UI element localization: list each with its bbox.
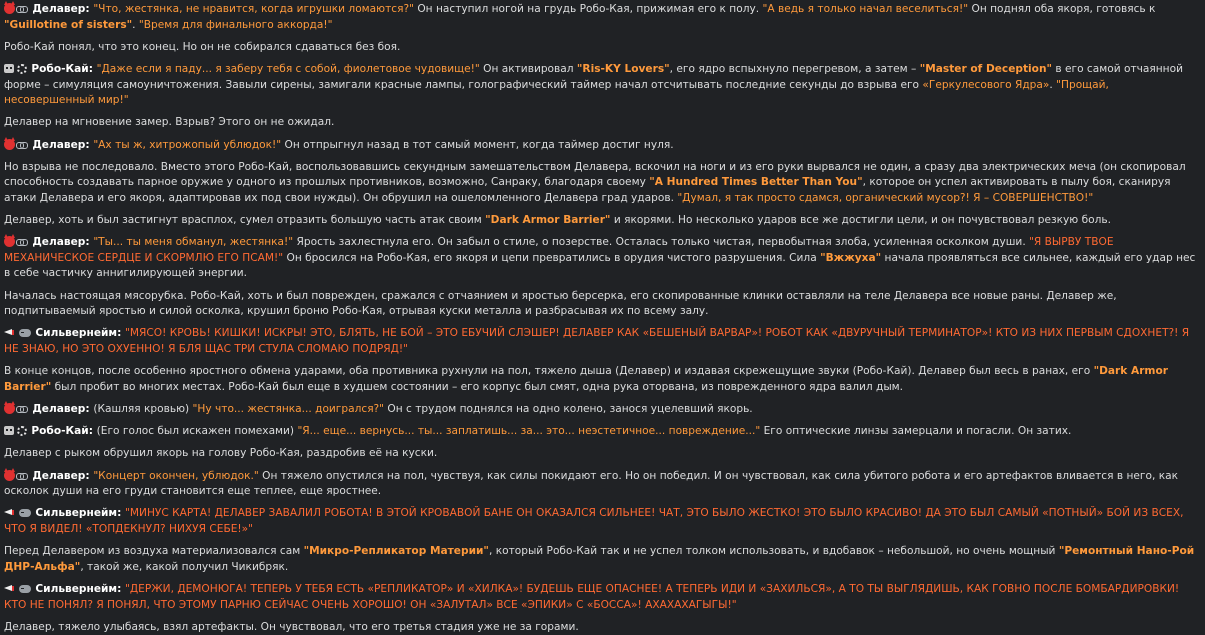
chat-message [4, 289, 1197, 320]
narration-text: Он активировал [479, 62, 577, 75]
narration-text: и якорями. Но несколько ударов все же достигли цели, и он почувствовал резкую боль. [610, 214, 1111, 227]
chat-message [4, 138, 1197, 154]
dialogue-quote: "Я... еще... вернусь... ты... заплатишь... за... это... неэстетичное... повреждение..." [297, 425, 761, 438]
speaker-name: Робо-Кай: [31, 425, 97, 438]
chat-message [4, 402, 1197, 418]
narration-text: Ярость захлестнула его. Он забыл о стиле, о позерстве. Осталась только чистая, первобытная злоба, усиленная осколком души. [293, 236, 1030, 249]
robot-icon [4, 426, 14, 435]
chat-message [4, 364, 1197, 395]
dialogue-quote: "Ну что... жестянка... доигрался?" [192, 403, 385, 415]
ability-name: "Guillotine of sisters" [4, 18, 133, 31]
ability-name: "A Hundred Times Better Than You" [649, 176, 863, 189]
ability-name: "Dark Armor Barrier" [485, 214, 611, 227]
robot-icon [4, 64, 14, 73]
narration-text: (Его голос был искажен помехами) [96, 425, 298, 438]
dialogue-quote: "Прощай, несовершенный мир!" [4, 78, 1109, 107]
chat-message [4, 506, 1197, 537]
narration-text: Его оптические линзы замерцали и погасли. Он затих. [760, 425, 1072, 438]
chat-message [4, 235, 1197, 282]
gear-icon [17, 64, 27, 74]
narration-text: был пробит во многих местах. Робо-Кай был еще в худшем состоянии – его корпус был смят, одна рука оторвана, из поврежденного ядра валил дым. [51, 380, 904, 393]
dialogue-quote: "Даже если я паду... я заберу тебя с собой, фиолетовое чудовище!" [96, 62, 480, 75]
speaker-name: Делавер: [32, 236, 94, 249]
narration-text: Но взрыва не последовало. Вместо этого Робо-Кай, воспользовавшись секундным замешательством Делавера, вскочил на ноги и из его руки вырвался не один, а сразу два электрических меча (он скопировал способность создавать парное оружие у одного из прошлых противников, возможно, Санраку, благодаря своему [4, 160, 1186, 189]
narration-text: Он бросился на Робо-Кая, его якоря и цепи превратились в орудия чистого разрушения. Сила [283, 251, 821, 264]
gear-icon [17, 426, 27, 436]
megaphone-icon [4, 507, 16, 518]
devil-icon [4, 403, 15, 414]
gamepad-icon [19, 585, 31, 593]
narration-text: , его ядро вспыхнуло перегревом, а затем – [669, 62, 920, 75]
chat-message [4, 620, 1197, 635]
speaker-name: Делавер: [32, 3, 94, 15]
chat-message [4, 582, 1197, 613]
narration-text: , такой же, какой получил Чикибряк. [80, 560, 289, 573]
gamepad-icon [19, 329, 31, 337]
narration-text: Робо-Кай понял, что это конец. Но он не собирался сдаваться без боя. [4, 40, 401, 53]
chat-message [4, 160, 1197, 207]
narration-text: Он наступил ногой на грудь Робо-Кая, прижимая его к полу. [413, 3, 763, 15]
ability-name: "Микро-Репликатор Материи" [303, 545, 489, 558]
devil-icon [4, 3, 15, 14]
narration-text: . [1049, 78, 1057, 91]
devil-icon [4, 236, 15, 247]
chat-message [4, 446, 1197, 462]
chat-message [4, 115, 1197, 131]
ability-name: "Dark Armor Barrier" [4, 365, 1168, 393]
narration-text: , которое он успел активировать в пылу боя, сканируя атаки Делавера и его якоря, адаптировав их под свои нужды). Он обрушил на ошеломленного Делавера град ударов. [4, 176, 1171, 204]
narration-text: . [132, 18, 139, 31]
narration-text: Делавер на мгновение замер. Взрыв? Этого он не ожидал. [4, 116, 335, 129]
shout-quote: "МИНУС КАРТА! ДЕЛАВЕР ЗАВАЛИЛ РОБОТА! В ЭТОЙ КРОВАВОЙ БАНЕ ОН ОКАЗАЛСЯ СИЛЬНЕЕ! ЧАТ, ЭТО БЫЛО ЖЕСТКО! ЭТО БЫЛО КРАСИВО! ДА ЭТО БЫЛ САМЫЙ «ПОТНЫЙ» БОЙ ИЗ ВСЕХ, ЧТО Я ВИДЕЛ! «ТОПДЕКНУЛ? НИХУЯ СЕБЕ!»" [4, 507, 1184, 535]
devil-icon [4, 139, 15, 150]
chain-icon [16, 470, 28, 481]
chain-icon [16, 403, 28, 414]
ability-name: "Ремонтный Нано-Рой ДНР-Альфа" [4, 545, 1195, 573]
ability-name: "Вжжуха" [820, 251, 882, 264]
narration-text: Перед Делавером из воздуха материализовался сам [4, 545, 304, 558]
speaker-name: Сильвернейм: [35, 582, 126, 595]
dialogue-quote: «Геркулесового Ядра» [922, 78, 1050, 91]
narration-text: Он отпрыгнул назад в тот самый момент, когда таймер достиг нуля. [281, 138, 674, 151]
shout-quote: "ДЕРЖИ, ДЕМОНЮГА! ТЕПЕРЬ У ТЕБЯ ЕСТЬ «РЕПЛИКАТОР» И «ХИЛКА»! БУДЕШЬ ЕЩЕ ОПАСНЕЕ! А ТЕПЕРЬ ИДИ И «ЗАХИЛЬСЯ», А ТО ТЫ ВЫГЛЯДИШЬ, КАК ГОВНО ПОСЛЕ БОМБАРДИРОВКИ! КТО НЕ ПОНЯЛ? Я ПОНЯЛ, ЧТО ЭТОМУ ПАРНЮ СЕЙЧАС ОЧЕНЬ ХОРОШО! ОН «ЗАЛУТАЛ» ВСЕ «ЭПИКИ» С «БОССА»! АХАХАХАГЫГЫ!" [4, 582, 1180, 611]
megaphone-icon [4, 327, 16, 338]
dialogue-quote: "Думал, я так просто сдамся, органический мусор?! Я – СОВЕРШЕНСТВО!" [677, 191, 1094, 204]
narration-text: Он поднял оба якоря, готовясь к [968, 3, 1156, 15]
narration-text: В конце концов, после особенно яростного обмена ударами, оба противника рухнули на пол, тяжело дыша (Делавер) и издавая скрежещущие звуки (Робо-Кай). Делавер был весь в ранах, его [4, 365, 1094, 378]
chain-icon [16, 139, 28, 150]
shout-quote: "МЯСО! КРОВЬ! КИШКИ! ИСКРЫ! ЭТО, БЛЯТЬ, НЕ БОЙ – ЭТО ЕБУЧИЙ СЛЭШЕР! ДЕЛАВЕР КАК «БЕШЕНЫЙ ВАРВАР»! РОБОТ КАК «ДВУРУЧНЫЙ ТЕРМИНАТОР»! КТО ИЗ НИХ ПЕРВЫМ СДОХНЕТ?! Я НЕ ЗНАЮ, НО ЭТО ОХУЕННО! Я БЛЯ ЩАС ТРИ СТУЛА СЛОМАЮ ПОДРЯД!" [4, 327, 1190, 356]
narration-text: в его самой отчаянной форме – симуляция самоуничтожения. Завыли сирены, замигали красные лампы, голографический таймер начал отсчитывать последние секунды до взрыва его [4, 62, 1183, 91]
narration-text: Делавер с рыком обрушил якорь на голову Робо-Кая, раздробив её на куски. [4, 447, 438, 460]
shout-quote: "Я ВЫРВУ ТВОЕ МЕХАНИЧЕСКОЕ СЕРДЦЕ И СКОРМЛЮ ЕГО ПСАМ!" [4, 236, 1114, 264]
devil-icon [4, 470, 15, 481]
speaker-name: Делавер: [32, 138, 94, 151]
speaker-name: Сильвернейм: [35, 327, 126, 340]
dialogue-quote: "Время для финального аккорда!" [138, 18, 333, 31]
chat-message [4, 40, 1197, 56]
chain-icon [16, 236, 28, 247]
chat-message [4, 213, 1197, 229]
dialogue-quote: "Что, жестянка, не нравится, когда игрушки ломаются?" [93, 3, 414, 15]
chat-message [4, 326, 1197, 357]
chat-message [4, 62, 1197, 109]
narration-text: Он с трудом поднялся на одно колено, занося уцелевший якорь. [384, 403, 753, 415]
narration-text: Началась настоящая мясорубка. Робо-Кай, хоть и был поврежден, сражался с отчаянием и яростью берсерка, его скопированные клинки оставляли на теле Делавера все новые раны. Делавер же, подпитываемый яростью и силой осколка, крушил броню Робо-Кая, отрывая куски металла и разбрасывая их по всему залу. [4, 289, 1117, 318]
narration-text: начала проявляться все сильнее, каждый его удар нес в себе частичку аннигилирующей энергии. [4, 251, 1196, 280]
speaker-name: Делавер: [32, 403, 94, 415]
chain-icon [16, 3, 28, 14]
chat-message [4, 469, 1197, 500]
narration-text: (Кашляя кровью) [93, 403, 193, 415]
ability-name: "Ris-KY Lovers" [576, 62, 670, 75]
chat-message [4, 424, 1197, 440]
dialogue-quote: "Ах ты ж, хитрожопый ублюдок!" [93, 138, 282, 151]
megaphone-icon [4, 583, 16, 594]
speaker-name: Делавер: [32, 469, 94, 482]
narration-text: Он тяжело опустился на пол, чувствуя, как силы покидают его. Но он победил. И он чувствовал, как сила убитого робота и его артефактов вливается в него, как осколок души на его груди становится еще теплее, еще яростнее. [4, 469, 1179, 498]
speaker-name: Сильвернейм: [35, 507, 126, 520]
gamepad-icon [19, 509, 31, 517]
narration-text: , который Робо-Кай так и не успел толком использовать, и вдобавок – небольшой, но очень мощный [488, 545, 1059, 558]
narration-text: Делавер, хоть и был застигнут врасплох, сумел отразить большую часть атак своим [4, 214, 486, 227]
dialogue-quote: "Концерт окончен, ублюдок." [93, 469, 259, 482]
speaker-name: Робо-Кай: [31, 62, 97, 75]
dialogue-quote: "А ведь я только начал веселиться!" [762, 3, 969, 15]
chat-message [4, 544, 1197, 575]
dialogue-quote: "Ты... ты меня обманул, жестянка!" [93, 236, 294, 249]
chat-message [4, 2, 1197, 33]
narration-text: Делавер, тяжело улыбаясь, взял артефакты. Он чувствовал, что его третья стадия уже не за горами. [4, 620, 579, 633]
ability-name: "Master of Deception" [919, 62, 1053, 75]
